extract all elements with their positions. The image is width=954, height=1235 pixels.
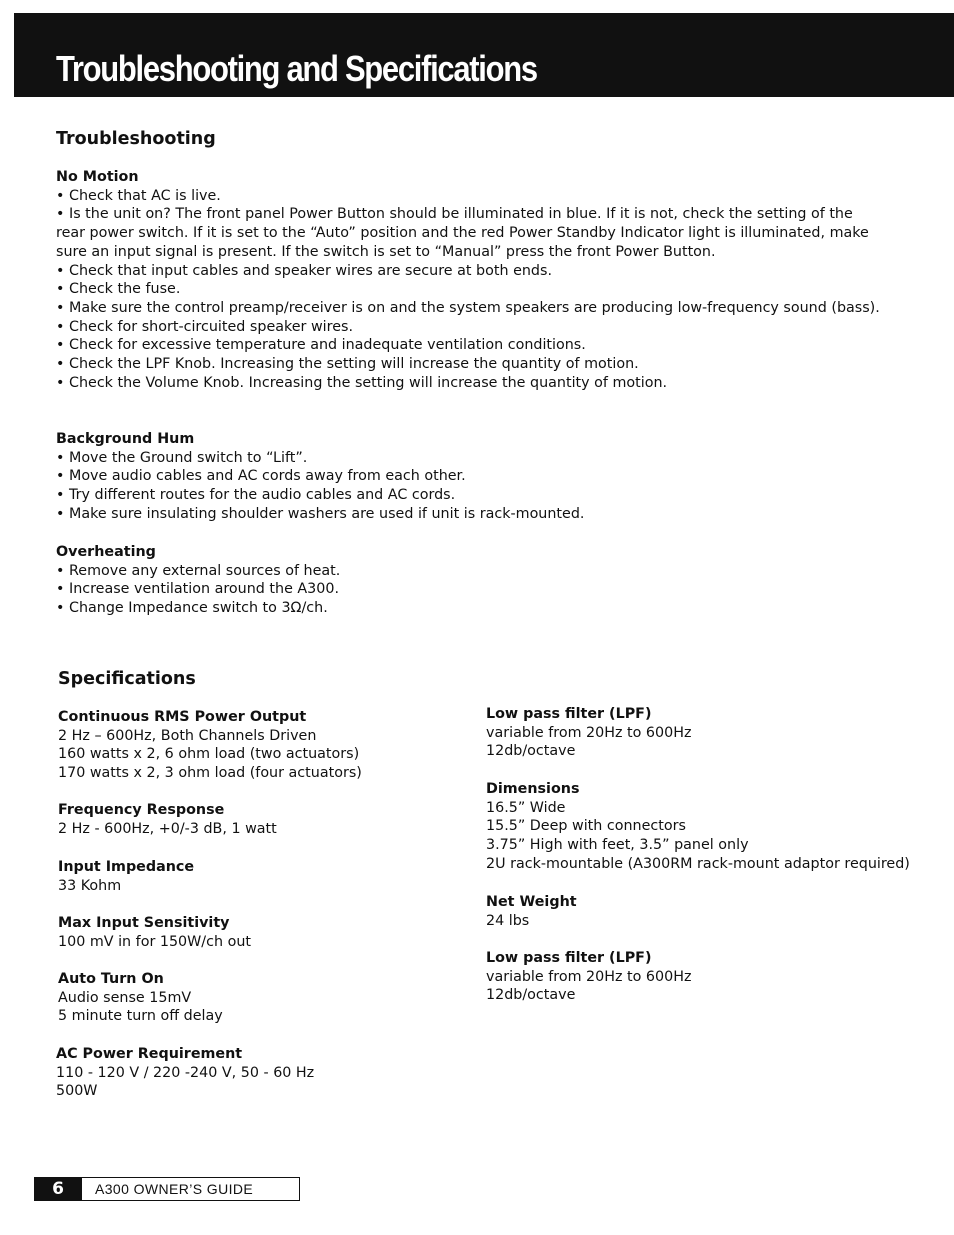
- spec-low-pass-filter-repeat: [486, 949, 691, 1005]
- spec-line: 33 Kohm: [58, 877, 122, 894]
- background-hum-block: [56, 430, 886, 524]
- spec-line: variable from 20Hz to 600Hz: [486, 724, 692, 741]
- spec-heading: Continuous RMS Power Output: [58, 709, 307, 725]
- bullet-item: • Try different routes for the audio cables and AC cords.: [56, 487, 456, 504]
- page-number: 6: [34, 1177, 82, 1201]
- bullet-item: • Move the Ground switch to “Lift”.: [56, 449, 308, 466]
- block-heading: Overheating: [56, 544, 156, 560]
- spec-heading: Frequency Response: [58, 802, 225, 818]
- spec-line: 2 Hz – 600Hz, Both Channels Driven: [58, 727, 317, 744]
- spec-line: variable from 20Hz to 600Hz: [486, 968, 692, 985]
- spec-net-weight: [486, 893, 577, 930]
- block-heading: Background Hum: [56, 431, 195, 447]
- page-title: Troubleshooting and Specifications: [56, 48, 537, 89]
- spec-heading: Max Input Sensitivity: [58, 915, 230, 931]
- spec-heading: AC Power Requirement: [56, 1046, 243, 1062]
- bullet-item: • Change Impedance switch to 3Ω/ch.: [56, 600, 328, 617]
- spec-line: Audio sense 15mV: [58, 989, 192, 1006]
- spec-line: 16.5” Wide: [486, 799, 566, 816]
- spec-line: 12db/octave: [486, 987, 576, 1004]
- bullet-item: • Make sure insulating shoulder washers are used if unit is rack-mounted.: [56, 505, 585, 522]
- block-heading: No Motion: [56, 169, 139, 185]
- spec-line: 170 watts x 2, 3 ohm load (four actuators): [58, 765, 362, 782]
- spec-line: 110 - 120 V / 220 -240 V, 50 - 60 Hz: [56, 1064, 315, 1081]
- bullet-item: • Check the LPF Knob. Increasing the setting will increase the quantity of motion.: [56, 356, 639, 373]
- bullet-list: [56, 187, 886, 393]
- spec-line: 2U rack-mountable (A300RM rack-mount adaptor required): [486, 855, 910, 872]
- bullet-item: • Check that AC is live.: [56, 187, 221, 204]
- bullet-item: • Check that input cables and speaker wires are secure at both ends.: [56, 262, 552, 279]
- bullet-item: • Remove any external sources of heat.: [56, 562, 341, 579]
- spec-line: 12db/octave: [486, 743, 576, 760]
- spec-line: 160 watts x 2, 6 ohm load (two actuators): [58, 746, 360, 763]
- spec-ac-power: [56, 1045, 314, 1101]
- spec-line: 24 lbs: [486, 912, 530, 929]
- spec-heading: Input Impedance: [58, 859, 195, 875]
- spec-power-output: [58, 708, 362, 783]
- bullet-item: • Check the fuse.: [56, 281, 181, 298]
- bullet-item: • Check for short-circuited speaker wires.: [56, 318, 354, 335]
- header-bar: [14, 13, 954, 97]
- spec-line: 500W: [56, 1083, 98, 1100]
- spec-auto-turn-on: [58, 970, 223, 1026]
- bullet-item: • Move audio cables and AC cords away from each other.: [56, 468, 466, 485]
- spec-frequency-response: [58, 801, 277, 838]
- bullet-list: [56, 562, 886, 618]
- spec-line: 100 mV in for 150W/ch out: [58, 933, 251, 950]
- spec-heading: Dimensions: [486, 781, 580, 797]
- spec-heading: Net Weight: [486, 894, 577, 910]
- spec-line: 5 minute turn off delay: [58, 1008, 223, 1025]
- page-footer: [34, 1177, 300, 1201]
- troubleshooting-title: Troubleshooting: [56, 129, 216, 149]
- spec-heading: Auto Turn On: [58, 971, 164, 987]
- bullet-item: • Check the Volume Knob. Increasing the setting will increase the quantity of motion.: [56, 374, 668, 391]
- bullet-item: • Check for excessive temperature and inadequate ventilation conditions.: [56, 337, 586, 354]
- bullet-item: • Make sure the control preamp/receiver is on and the system speakers are producing low-frequency sound (bass).: [56, 299, 880, 316]
- guide-label: A300 OWNER’S GUIDE: [82, 1177, 300, 1201]
- spec-dimensions: [486, 780, 910, 874]
- spec-low-pass-filter: [486, 705, 691, 761]
- spec-line: 2 Hz - 600Hz, +0/-3 dB, 1 watt: [58, 820, 277, 837]
- spec-line: 3.75” High with feet, 3.5” panel only: [486, 837, 749, 854]
- specifications-title: Specifications: [58, 669, 196, 689]
- bullet-item: • Increase ventilation around the A300.: [56, 581, 340, 598]
- spec-input-impedance: [58, 858, 194, 895]
- overheating-block: [56, 543, 886, 618]
- spec-heading: Low pass filter (LPF): [486, 950, 652, 966]
- no-motion-block: [56, 168, 886, 392]
- spec-max-input-sensitivity: [58, 914, 251, 951]
- spec-line: 15.5” Deep with connectors: [486, 818, 686, 835]
- spec-heading: Low pass filter (LPF): [486, 706, 652, 722]
- bullet-item: • Is the unit on? The front panel Power Button should be illuminated in blue. If it is not, check the setting of the rear power switch. If it is set to the “Auto” position and the red Power Standby Indicator light is illuminated, make sure an input signal is present. If the switch is set to “Manual” press the front Power Button.: [56, 206, 869, 260]
- bullet-list: [56, 449, 886, 524]
